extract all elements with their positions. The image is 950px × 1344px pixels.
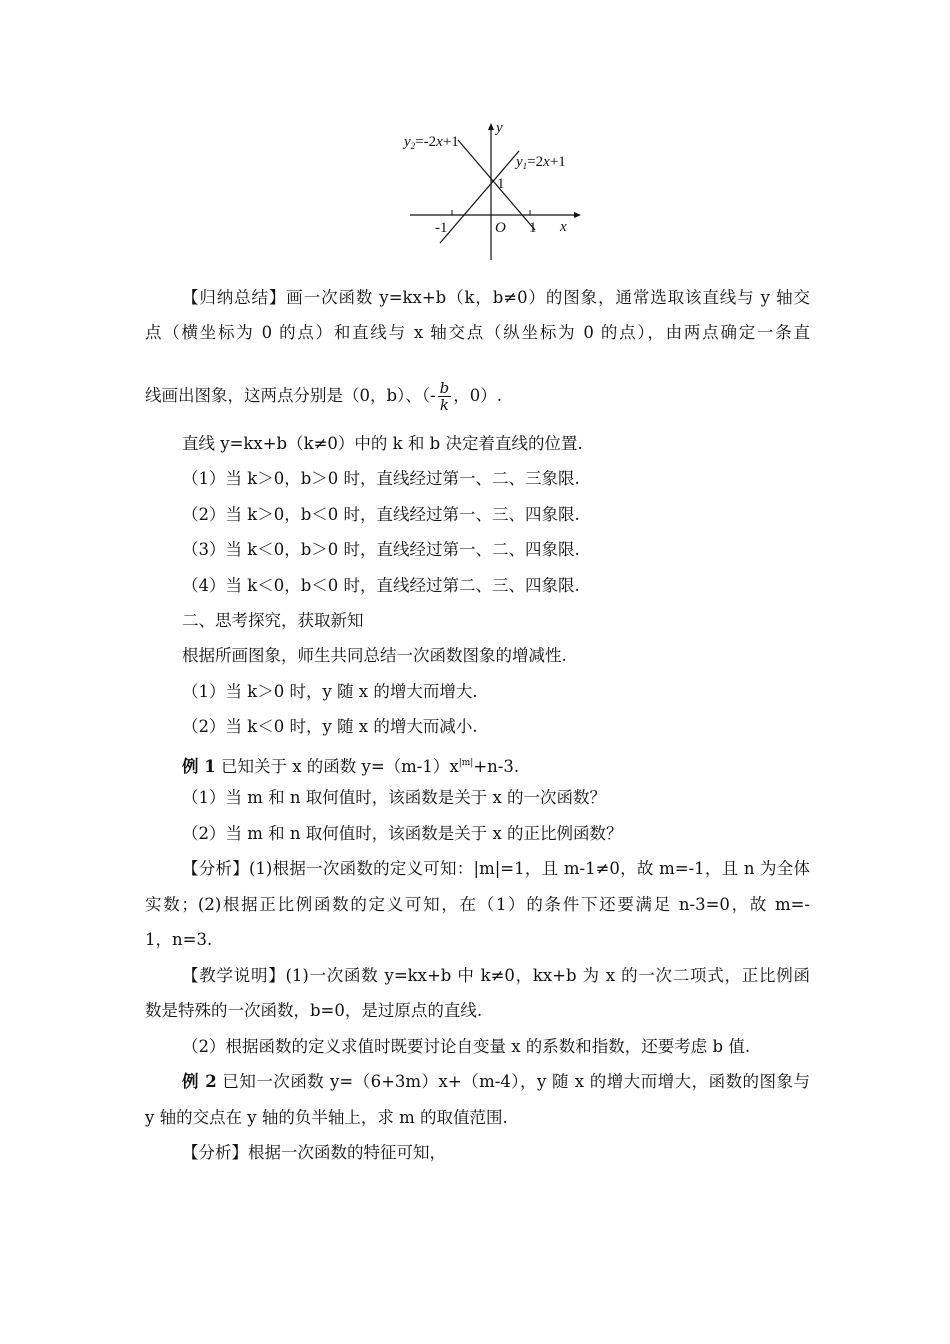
teaching-note-line-1: 【教学说明】(1)一次函数 y=kx+b 中 k≠0，kx+b 为 x 的一次二项式，正比例函 bbox=[182, 966, 810, 985]
example-2-line-2: y 轴的交点在 y 轴的负半轴上，求 m 的取值范围. bbox=[145, 1108, 508, 1127]
summary-line-3-post: ，0）. bbox=[453, 386, 502, 405]
example-1 bbox=[182, 753, 810, 777]
axis-y-label: y bbox=[496, 120, 503, 136]
fraction-denominator: k bbox=[439, 396, 449, 414]
analysis-1-line-1: 【分析】(1)根据一次函数的定义可知：|m|=1，且 m-1≠0，故 m=-1，且 n 为全体 bbox=[182, 859, 810, 878]
example-1-question-2: （2）当 m 和 n 取何值时，该函数是关于 x 的正比例函数？ bbox=[182, 824, 623, 843]
example-2-text: 已知一次函数 y=（6+3m）x+（m-4），y 随 x 的增大而增大，函数的图象与 bbox=[216, 1072, 810, 1091]
fraction-b-over-k bbox=[438, 380, 452, 413]
example-1-label: 例 1 bbox=[182, 757, 216, 776]
section-2-heading: 二、思考探究，获取新知 bbox=[182, 611, 364, 630]
example-1-pre: 已知关于 x 的函数 y=（m-1）x bbox=[215, 757, 459, 776]
y-axis-arrow bbox=[488, 123, 494, 130]
example-1-question-1: （1）当 m 和 n 取何值时，该函数是关于 x 的一次函数？ bbox=[182, 788, 607, 807]
teaching-note-line-2: 数是特殊的一次函数，b=0，是过原点的直线. bbox=[145, 1001, 483, 1020]
origin-label: O bbox=[495, 220, 506, 236]
x-axis-arrow bbox=[574, 212, 581, 218]
summary-line-3 bbox=[145, 380, 810, 413]
case-4: （4）当 k＜0，b＜0 时，直线经过第二、三、四象限. bbox=[182, 576, 580, 595]
analysis-2: 【分析】根据一次函数的特征可知， bbox=[182, 1143, 446, 1162]
case-1: （1）当 k＞0，b＞0 时，直线经过第一、二、三象限. bbox=[182, 469, 580, 488]
monotonicity-intro: 根据所画图象，师生共同总结一次函数图象的增减性. bbox=[182, 646, 567, 665]
tick-y1-label: 1 bbox=[497, 176, 505, 192]
summary-line-1: 【归纳总结】画一次函数 y=kx+b（k，b≠0）的图象，通常选取该直线与 y 轴交 bbox=[182, 288, 810, 307]
example-1-exponent: |m| bbox=[458, 758, 474, 768]
analysis-1-line-2: 实数；(2)根据正比例函数的定义可知，在（1）的条件下还要满足 n-3=0，故 m=- bbox=[145, 895, 810, 914]
kb-position-intro: 直线 y=kx+b（k≠0）中的 k 和 b 决定着直线的位置. bbox=[182, 434, 583, 453]
case-3: （3）当 k＜0，b＞0 时，直线经过第一、二、四象限. bbox=[182, 540, 580, 559]
function-graph-figure bbox=[398, 118, 588, 268]
case-2: （2）当 k＞0，b＜0 时，直线经过第一、三、四象限. bbox=[182, 505, 580, 524]
example-2-line-1 bbox=[182, 1072, 810, 1092]
tick-1-label: 1 bbox=[529, 220, 537, 236]
monotonicity-2: （2）当 k＜0 时，y 随 x 的增大而减小. bbox=[182, 717, 478, 736]
example-2-label: 例 2 bbox=[182, 1072, 217, 1091]
teaching-note-line-3: （2）根据函数的定义求值时既要讨论自变量 x 的系数和指数，还要考虑 b 值. bbox=[182, 1037, 751, 1056]
graph-svg bbox=[398, 118, 588, 268]
fraction-numerator: b bbox=[439, 379, 450, 397]
example-1-post: +n-3. bbox=[473, 757, 520, 776]
axis-x-label: x bbox=[560, 219, 567, 235]
analysis-1-line-3: 1，n=3. bbox=[145, 930, 213, 949]
summary-line-2: 点（横坐标为 0 的点）和直线与 x 轴交点（纵坐标为 0 的点），由两点确定一条直 bbox=[145, 323, 810, 342]
summary-line-3-pre: 线画出图象，这两点分别是（0，b）、（- bbox=[145, 386, 436, 405]
label-y2: $y_2=-2x+1$ bbox=[404, 134, 459, 151]
monotonicity-1: （1）当 k＞0 时，y 随 x 的增大而增大. bbox=[182, 682, 478, 701]
tick-neg1-label: -1 bbox=[435, 220, 448, 236]
label-y1: $y_1=2x+1$ bbox=[516, 154, 566, 171]
